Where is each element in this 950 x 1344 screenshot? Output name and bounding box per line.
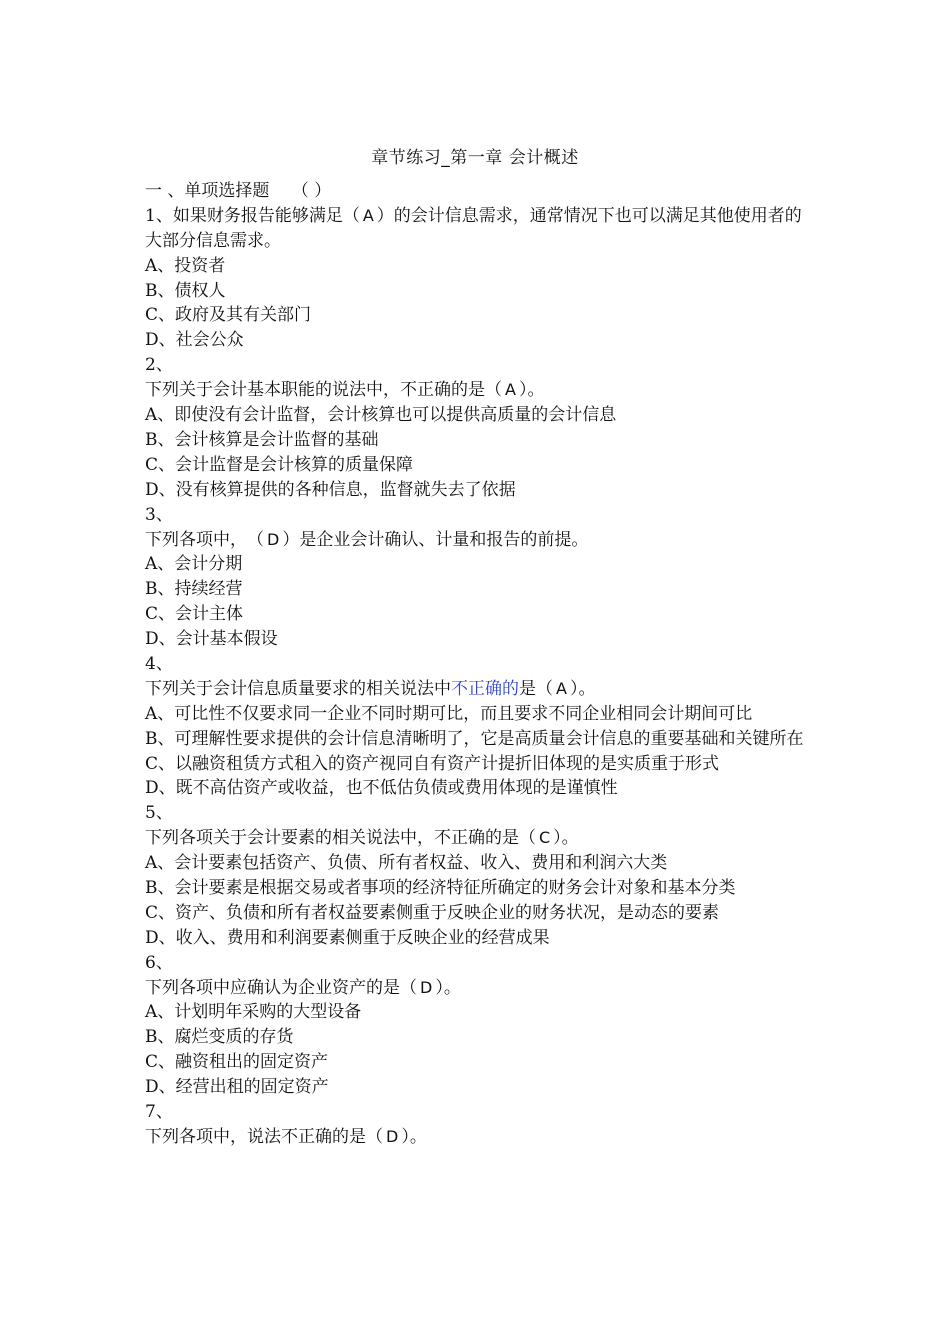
option-a: A、会计要素包括资产、负债、所有者权益、收入、费用和利润六大类 bbox=[145, 853, 668, 874]
option-b: B、债权人 bbox=[145, 280, 226, 301]
question-stem-text: ）。 bbox=[569, 678, 596, 699]
option-d: D、经营出租的固定资产 bbox=[145, 1077, 329, 1098]
option-a: A、投资者 bbox=[145, 255, 226, 276]
question-stem-text: 下列关于会计基本职能的说法中，不正确的是（ bbox=[145, 380, 502, 401]
question-number: 5、 bbox=[145, 803, 173, 824]
option-b: B、持续经营 bbox=[145, 579, 243, 600]
option-c: C、会计监督是会计核算的质量保障 bbox=[145, 454, 414, 475]
question-stem-text: 下列各项中应确认为企业资产的是（ bbox=[145, 977, 417, 998]
answer-letter: C bbox=[539, 828, 551, 848]
question-number: 3、 bbox=[145, 504, 173, 525]
question-7-stem bbox=[145, 1125, 810, 1150]
question-stem-text: ）是企业会计确认、计量和报告的前提。 bbox=[282, 529, 589, 550]
answer-letter: A bbox=[362, 205, 374, 225]
question-stem-text: ）的会计信息需求，通常情况下也可以满足其他使用者的大部分信息需求。 bbox=[145, 205, 802, 251]
option-a: A、即使没有会计监督，会计核算也可以提供高质量的会计信息 bbox=[145, 405, 617, 426]
answer-letter: D bbox=[267, 529, 280, 549]
question-stem-text: ）。 bbox=[553, 828, 579, 849]
question-stem-text: ）。 bbox=[518, 380, 545, 401]
answer-letter: D bbox=[386, 1126, 399, 1146]
answer-letter: A bbox=[505, 380, 516, 400]
option-a: A、可比性不仅要求同一企业不同时期可比，而且要求不同企业相同会计期间可比 bbox=[145, 703, 753, 724]
question-number: 4、 bbox=[145, 653, 173, 674]
option-b: B、可理解性要求提供的会计信息清晰明了，它是高质量会计信息的重要基础和关键所在 bbox=[145, 728, 804, 749]
option-c: C、融资租出的固定资产 bbox=[145, 1052, 329, 1073]
question-stem-text: 下列关于会计信息质量要求的相关说法中 bbox=[145, 678, 451, 699]
option-d: D、收入、费用和利润要素侧重于反映企业的经营成果 bbox=[145, 927, 550, 948]
option-c: C、资产、负债和所有者权益要素侧重于反映企业的财务状况，是动态的要素 bbox=[145, 902, 720, 923]
option-c: C、政府及其有关部门 bbox=[145, 305, 312, 326]
option-a: A、计划明年采购的大型设备 bbox=[145, 1002, 362, 1023]
option-c: C、以融资租赁方式租入的资产视同自有资产计提折旧体现的是实质重于形式 bbox=[145, 753, 720, 774]
document-body bbox=[145, 179, 810, 1150]
answer-letter: A bbox=[556, 678, 567, 698]
question-number: 7、 bbox=[145, 1102, 173, 1123]
highlighted-text: 不正确的 bbox=[451, 678, 519, 699]
page-title: 章节练习_第一章 会计概述 bbox=[371, 148, 579, 168]
option-a: A、会计分期 bbox=[145, 554, 243, 575]
question-stem-text: 下列各项关于会计要素的相关说法中，不正确的是（ bbox=[145, 828, 536, 849]
question-2-stem bbox=[145, 378, 810, 403]
option-b: B、会计核算是会计监督的基础 bbox=[145, 429, 379, 450]
question-stem-text: 下列各项中，说法不正确的是（ bbox=[145, 1126, 383, 1147]
question-stem-text: 1、如果财务报告能够满足（ bbox=[145, 205, 360, 226]
option-d: D、既不高估资产或收益，也不低估负债或费用体现的是谨慎性 bbox=[145, 778, 618, 799]
question-4-stem bbox=[145, 677, 810, 702]
question-stem-text: 是（ bbox=[519, 678, 553, 699]
question-stem-text: 下列各项中， （ bbox=[145, 529, 264, 550]
question-number: 2、 bbox=[145, 355, 173, 376]
option-d: D、社会公众 bbox=[145, 330, 244, 351]
option-c: C、会计主体 bbox=[145, 604, 244, 625]
section-heading: 一 、单项选择题 （ ） bbox=[145, 181, 332, 201]
question-number: 6、 bbox=[145, 952, 173, 973]
question-3-stem bbox=[145, 528, 810, 553]
option-d: D、会计基本假设 bbox=[145, 629, 278, 650]
question-6-stem bbox=[145, 976, 810, 1001]
question-5-stem bbox=[145, 826, 810, 851]
question-1-stem bbox=[145, 204, 810, 254]
option-b: B、会计要素是根据交易或者事项的经济特征所确定的财务会计对象和基本分类 bbox=[145, 878, 736, 898]
question-stem-text: ）。 bbox=[435, 977, 461, 998]
option-b: B、腐烂变质的存货 bbox=[145, 1027, 294, 1048]
answer-letter: D bbox=[420, 977, 433, 997]
question-stem-text: ）。 bbox=[401, 1126, 427, 1147]
option-d: D、没有核算提供的各种信息，监督就失去了依据 bbox=[145, 479, 516, 500]
